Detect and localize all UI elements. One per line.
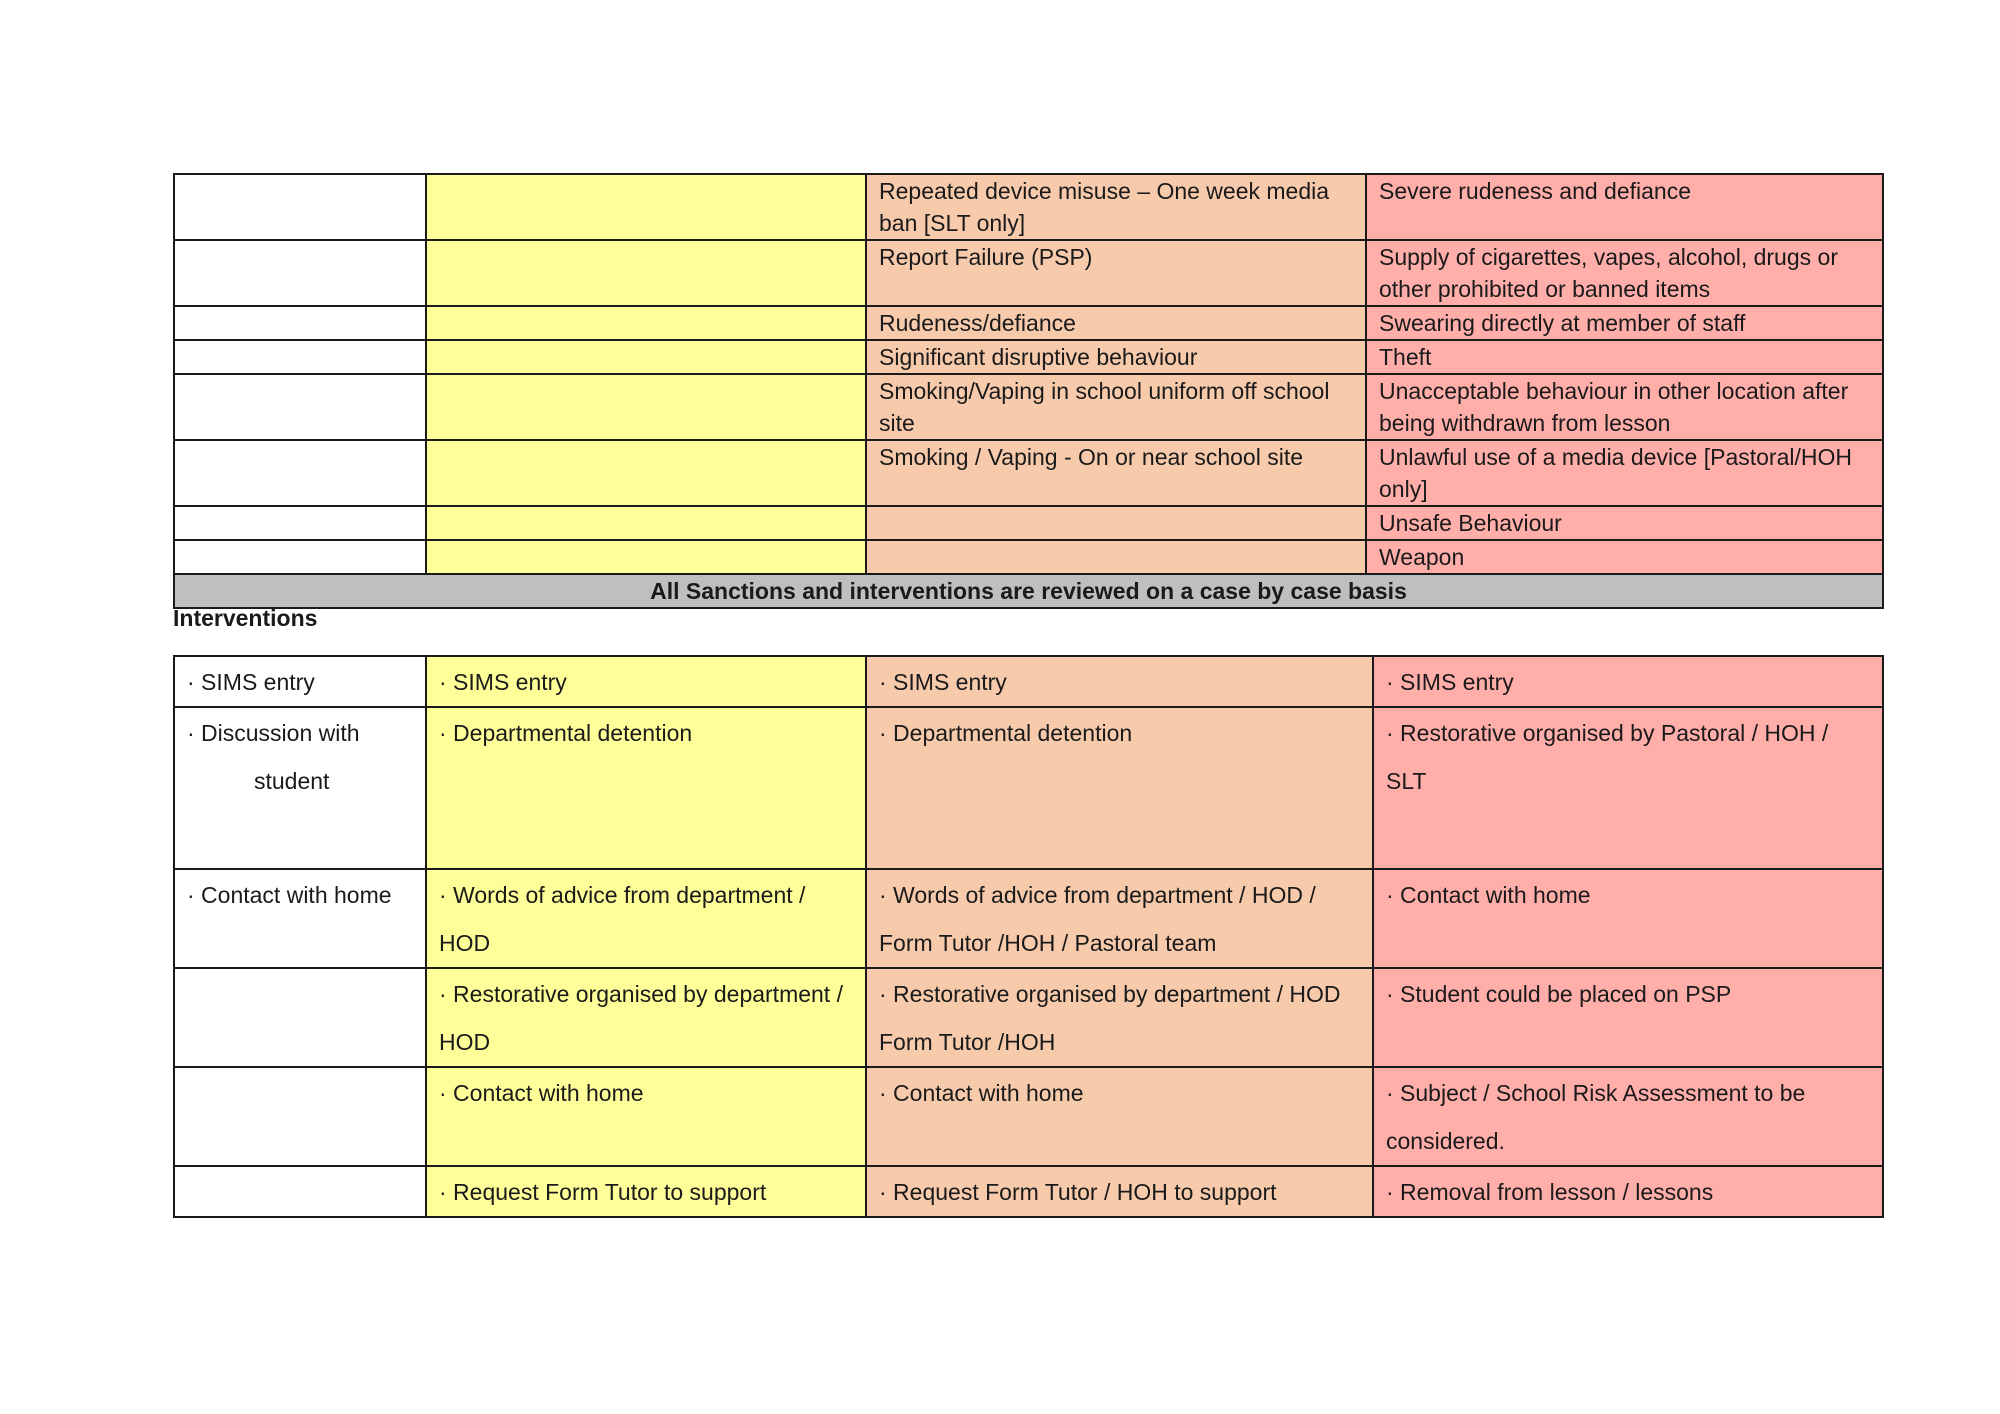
table-cell: Unsafe Behaviour	[1366, 506, 1883, 540]
table-cell: Unacceptable behaviour in other location after being withdrawn from lesson	[1366, 374, 1883, 440]
table-row	[174, 540, 1883, 574]
table-cell: Rudeness/defiance	[866, 306, 1366, 340]
table-row	[174, 869, 1883, 968]
table-cell	[174, 340, 426, 374]
table-cell	[426, 540, 866, 574]
table-cell: · Departmental detention	[426, 707, 866, 869]
table-cell: Severe rudeness and defiance	[1366, 174, 1883, 240]
table-cell: Smoking/Vaping in school uniform off school site	[866, 374, 1366, 440]
table-cell	[866, 540, 1366, 574]
table-cell: Theft	[1366, 340, 1883, 374]
interventions-table	[173, 655, 1884, 1218]
table-row	[174, 968, 1883, 1067]
table-cell	[174, 1166, 426, 1217]
table-cell: Smoking / Vaping - On or near school site	[866, 440, 1366, 506]
table-cell	[426, 174, 866, 240]
table-row	[174, 574, 1883, 608]
table-cell	[174, 174, 426, 240]
table-cell: · Request Form Tutor / HOH to support	[866, 1166, 1373, 1217]
table-cell	[174, 707, 426, 869]
table-cell: · Restorative organised by department / HOD	[426, 968, 866, 1067]
table-row	[174, 1067, 1883, 1166]
table-row	[174, 240, 1883, 306]
table-cell	[174, 240, 426, 306]
table-cell: · Words of advice from department / HOD / Form Tutor /HOH / Pastoral team	[866, 869, 1373, 968]
table-cell: · SIMS entry	[866, 656, 1373, 707]
table-row	[174, 174, 1883, 240]
table-cell	[426, 240, 866, 306]
table-cell	[174, 968, 426, 1067]
table-row	[174, 1166, 1883, 1217]
table-cell	[426, 440, 866, 506]
table-cell	[174, 374, 426, 440]
table-cell: · Request Form Tutor to support	[426, 1166, 866, 1217]
table-cell: · Words of advice from department / HOD	[426, 869, 866, 968]
table-row	[174, 374, 1883, 440]
table-cell	[174, 506, 426, 540]
table-cell: Significant disruptive behaviour	[866, 340, 1366, 374]
table-cell: Report Failure (PSP)	[866, 240, 1366, 306]
table-cell: · Contact with home	[866, 1067, 1373, 1166]
table-cell	[174, 540, 426, 574]
table-cell: Weapon	[1366, 540, 1883, 574]
table-cell: · Contact with home	[174, 869, 426, 968]
table-row	[174, 506, 1883, 540]
cell-text-continued: student	[254, 768, 330, 794]
table-cell: · SIMS entry	[174, 656, 426, 707]
table-row	[174, 306, 1883, 340]
table-cell	[426, 506, 866, 540]
table-cell	[426, 306, 866, 340]
table-cell: Swearing directly at member of staff	[1366, 306, 1883, 340]
table-row	[174, 707, 1883, 869]
sanctions-table	[173, 173, 1884, 609]
table-cell: Supply of cigarettes, vapes, alcohol, drugs or other prohibited or banned items	[1366, 240, 1883, 306]
table-cell	[426, 340, 866, 374]
table-cell: · Restorative organised by department / HOD Form Tutor /HOH	[866, 968, 1373, 1067]
table-cell	[426, 374, 866, 440]
table-cell: · Student could be placed on PSP	[1373, 968, 1883, 1067]
table-cell: · Departmental detention	[866, 707, 1373, 869]
table-cell: Unlawful use of a media device [Pastoral/HOH only]	[1366, 440, 1883, 506]
table-cell: · Restorative organised by Pastoral / HOH / SLT	[1373, 707, 1883, 869]
table-row	[174, 340, 1883, 374]
interventions-heading: Interventions	[173, 605, 318, 631]
table-cell	[174, 440, 426, 506]
review-banner: All Sanctions and interventions are reviewed on a case by case basis	[174, 574, 1883, 608]
table-row	[174, 656, 1883, 707]
table-cell: Repeated device misuse – One week media ban [SLT only]	[866, 174, 1366, 240]
table-row	[174, 440, 1883, 506]
table-cell: · SIMS entry	[1373, 656, 1883, 707]
table-cell	[866, 506, 1366, 540]
table-cell: · Contact with home	[426, 1067, 866, 1166]
table-cell: · Subject / School Risk Assessment to be considered.	[1373, 1067, 1883, 1166]
cell-text: · Discussion with	[187, 720, 360, 746]
table-cell: · Removal from lesson / lessons	[1373, 1166, 1883, 1217]
table-cell: · Contact with home	[1373, 869, 1883, 968]
table-cell: · SIMS entry	[426, 656, 866, 707]
table-cell	[174, 306, 426, 340]
table-cell	[174, 1067, 426, 1166]
